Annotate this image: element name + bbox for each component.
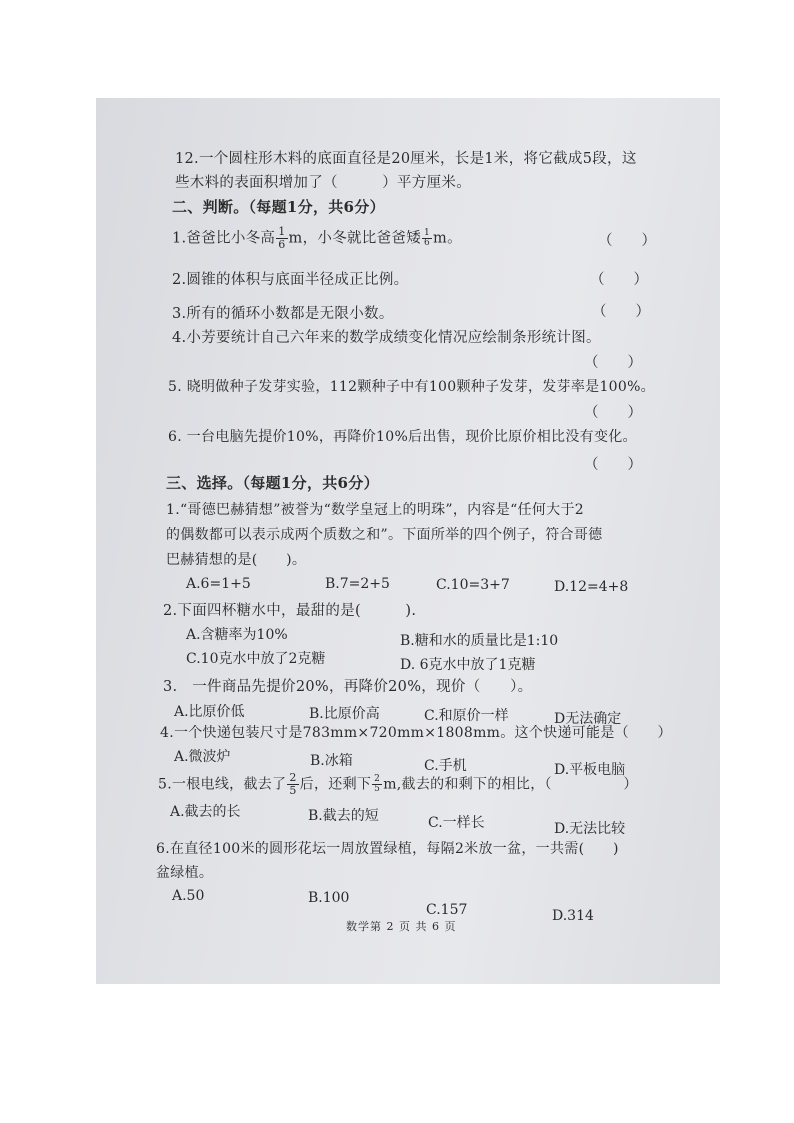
judge-item-2: 2.圆锥的体积与底面半径成正比例。 <box>172 272 409 288</box>
section2-title: 二、判断。（每题1分，共6分） <box>172 198 385 216</box>
choice-q1-option-d: D.12=4+8 <box>554 579 629 595</box>
choice-q6-option-c: C.157 <box>426 902 468 918</box>
choice-q4-stem: 4.一个快递包装尺寸是783mm×720mm×1808mm。这个快递可能是（ ） <box>160 725 672 741</box>
judge-item-1 <box>172 226 462 251</box>
choice-q3-option-d: D无法确定 <box>554 711 622 727</box>
answer-bracket: （ ） <box>584 355 642 371</box>
answer-bracket: （ ） <box>592 304 650 320</box>
choice-q3-option-c: C.和原价一样 <box>424 708 509 724</box>
choice-q1-option-a: A.6=1+5 <box>186 576 251 592</box>
choice-q4-option-d: D.平板电脑 <box>554 762 626 778</box>
fraction: $\frac{2}{5}$ <box>374 774 381 794</box>
choice-q5-option-d: D.无法比较 <box>554 821 626 837</box>
fraction: $\frac{2}{5}$ <box>289 771 297 797</box>
choice-q2-option-d: D. 6克水中放了1克糖 <box>400 657 536 673</box>
fraction: $\frac{1}{6}$ <box>424 228 431 248</box>
judge-item-1-text-c: m。 <box>433 230 462 247</box>
choice-q6-line1: 6.在直径100米的圆形花坛一周放置绿植，每隔2米放一盆，一共需( ) <box>156 841 619 857</box>
page-footer: 数学第 2 页 共 6 页 <box>346 920 457 933</box>
choice-q2-option-b: B.糖和水的质量比是1:10 <box>400 633 559 649</box>
choice-q2-stem: 2.下面四杯糖水中，最甜的是( ). <box>163 603 417 619</box>
choice-q5-stem <box>158 772 638 797</box>
choice-q6-option-b: B.100 <box>308 890 350 906</box>
choice-q5-option-a: A.截去的长 <box>170 804 241 820</box>
judge-item-6: 6. 一台电脑先提价10%，再降价10%后出售，现价比原价相比没有变化。 <box>168 429 637 445</box>
choice-q5-text-b: 后，还剩下 <box>299 776 372 793</box>
answer-bracket: （ ） <box>590 272 648 288</box>
q12-line1: 12.一个圆柱形木料的底面直径是20厘米，长是1米，将它截成5段，这 <box>175 151 637 167</box>
judge-item-4: 4.小芳要统计自己六年来的数学成绩变化情况应绘制条形统计图。 <box>172 330 601 346</box>
judge-item-3: 3.所有的循环小数都是无限小数。 <box>172 306 394 322</box>
choice-q1-line3: 巴赫猜想的是( )。 <box>166 552 307 568</box>
choice-q6-line2: 盆绿植。 <box>156 865 214 881</box>
answer-bracket: （ ） <box>584 405 642 421</box>
section3-title: 三、选择。（每题1分，共6分） <box>166 474 379 492</box>
answer-bracket: （ ） <box>598 233 656 249</box>
q12-line2: 些木料的表面积增加了（ ）平方厘米。 <box>175 175 471 191</box>
judge-item-1-text-b: m，小冬就比爸爸矮 <box>288 230 421 247</box>
choice-q4-option-a: A.微波炉 <box>174 749 231 765</box>
choice-q5-text-a: 5.一根电线，截去了 <box>158 776 287 793</box>
choice-q2-option-c: C.10克水中放了2克糖 <box>186 651 326 667</box>
choice-q3-option-b: B.比原价高 <box>309 706 380 722</box>
choice-q3-stem: 3. 一件商品先提价20%，再降价20%，现价（ ）。 <box>163 679 533 695</box>
choice-q1-line2: 的偶数都可以表示成两个质数之和”。下面所举的四个例子，符合哥德 <box>166 527 603 543</box>
choice-q5-option-b: B.截去的短 <box>308 808 379 824</box>
choice-q6-option-d: D.314 <box>552 908 594 924</box>
choice-q4-option-c: C.手机 <box>424 758 467 774</box>
choice-q1-line1: 1.“哥德巴赫猜想”被誉为“数学皇冠上的明珠”，内容是“任何大于2 <box>166 502 584 518</box>
choice-q1-option-c: C.10=3+7 <box>436 577 510 593</box>
choice-q1-option-b: B.7=2+5 <box>325 576 390 592</box>
choice-q4-option-b: B.冰箱 <box>310 753 353 769</box>
choice-q5-option-c: C.一样长 <box>428 815 485 831</box>
answer-bracket: （ ） <box>584 457 642 473</box>
choice-q2-option-a: A.含糖率为10% <box>186 627 288 643</box>
judge-item-5: 5. 晓明做种子发芽实验，112颗种子中有100颗种子发芽，发芽率是100%。 <box>168 379 655 395</box>
judge-item-1-text-a: 1.爸爸比小冬高 <box>172 230 276 247</box>
choice-q6-option-a: A.50 <box>172 888 205 904</box>
choice-q3-option-a: A.比原价低 <box>174 704 245 720</box>
fraction: $\frac{1}{6}$ <box>278 225 286 251</box>
choice-q5-text-c: m,截去的和剩下的相比，（ ） <box>383 776 638 793</box>
